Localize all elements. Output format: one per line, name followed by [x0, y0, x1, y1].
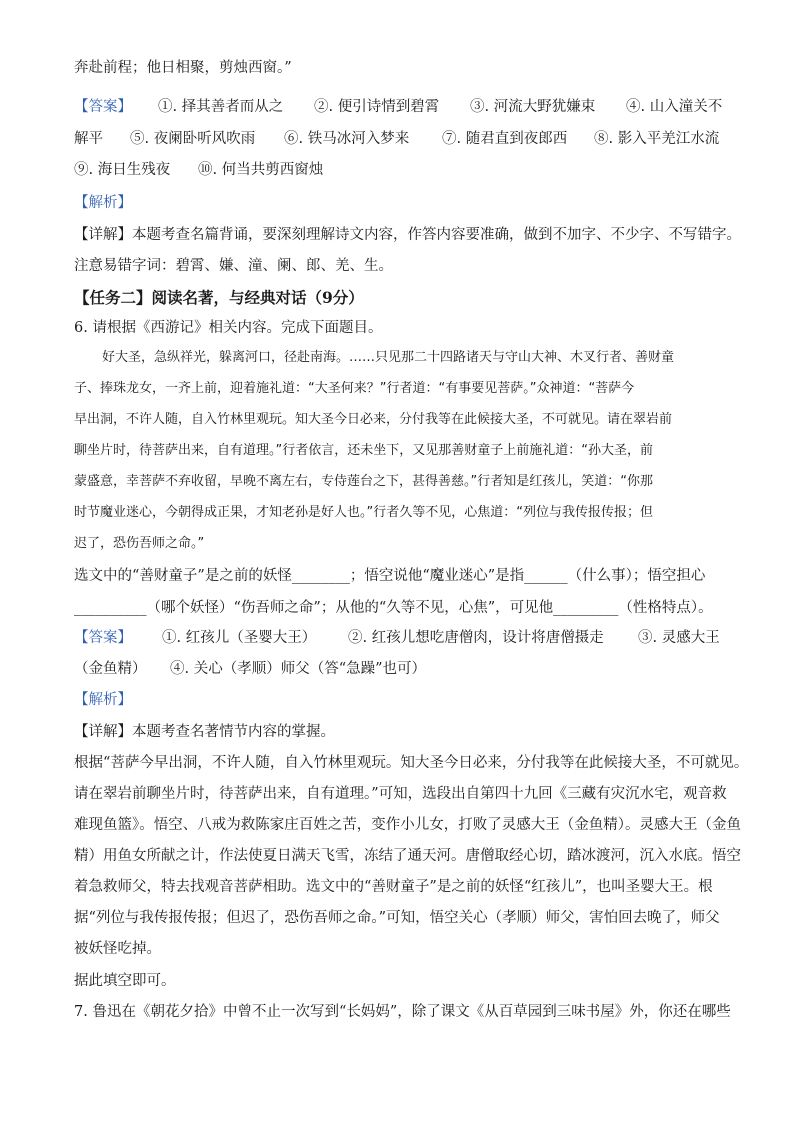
answer-option: ⑩. 何当共剪西窗烛	[198, 162, 324, 178]
error-prone-words-note: 注意易错字词：碧霄、嫌、潼、阑、郎、羌、生。	[74, 258, 393, 274]
answer-option: ⑨. 海日生残夜	[74, 162, 171, 178]
answer-option: ③. 灵感大王	[638, 630, 720, 646]
answer-option: ②. 红孩儿想吃唐僧肉，设计将唐僧摄走	[348, 630, 604, 646]
passage-line: 迟了，恐伤吾师之命。”	[74, 536, 205, 551]
explanation-line: 被妖怪吃掉。	[74, 941, 161, 957]
answer-tag: 【答案】	[74, 630, 132, 646]
answer-option: ⑧. 影入平羌江水流	[594, 131, 720, 147]
answer-options-row	[74, 97, 724, 117]
fill-in-question: __________（哪个妖怪）“伤吾师之命”；从他的“久等不见，心焦”，可见他_________（性格特点）。	[74, 600, 713, 616]
answer-options-row	[74, 160, 724, 180]
answer-option: ④. 关心（孝顺）师父（答“急躁”也可）	[170, 661, 427, 677]
explanation-line: 请在翠岩前聊坐片时，待菩萨出来，自有道理。”可知，选段出自第四十九回《三藏有灾沉水宅，观音救	[74, 786, 727, 802]
answer-options-row	[74, 129, 724, 149]
answer-option: ⑤. 夜阑卧听风吹雨	[130, 131, 256, 147]
answer-option: ④. 山入潼关不	[626, 99, 723, 115]
answer-option: ②. 便引诗情到碧霄	[314, 99, 440, 115]
question-stem: 7. 鲁迅在《朝花夕拾》中曾不止一次写到“长妈妈”，除了课文《从百草园到三味书屋》外，你还在哪些	[74, 1004, 731, 1020]
answer-option: ①. 红孩儿（圣婴大王）	[162, 630, 317, 646]
explanation-line: 据“列位与我传报传报；但迟了，恐伤吾师之命。”可知，悟空关心（孝顺）师父，害怕回去晚了，师父	[74, 910, 720, 926]
section-heading: 【任务二】阅读名著，与经典对话（9分）	[74, 288, 364, 307]
explanation-line: 着急救师父，特去找观音菩萨相助。选文中的“善财童子”是之前的妖怪“红孩儿”，也叫圣婴大王。根	[74, 879, 713, 895]
answer-option-continuation: 解平	[74, 131, 103, 147]
analysis-tag: 【解析】	[74, 195, 132, 211]
answer-tag: 【答案】	[74, 99, 132, 115]
answer-options-row	[74, 659, 724, 679]
detail-explanation: 【详解】本题考查名著情节内容的掌握。	[74, 724, 335, 740]
detail-explanation: 【详解】本题考查名篇背诵，要深刻理解诗文内容，作答内容要准确，做到不加字、不少字、不写错字。	[74, 227, 741, 243]
passage-line: 聊坐片时，待菩萨出来，自有道理。”行者依言，还未坐下，又见那善财童子上前施礼道：“孙大圣，前	[74, 443, 653, 458]
passage-line: 早出洞，不许人随，自入竹林里观玩。知大圣今日必来，分付我等在此候接大圣，不可就见。请在翠岩前	[74, 412, 673, 427]
explanation-line: 精）用鱼女所献之计，作法使夏日满天飞雪，冻结了通天河。唐僧取经心切，踏冰渡河，沉入水底。悟空	[74, 848, 741, 864]
text-line: 奔赴前程；他日相聚，剪烛西窗。”	[74, 60, 292, 76]
answer-option: ①. 择其善者而从之	[158, 99, 284, 115]
answer-option: ③. 河流大野犹嫌束	[470, 99, 596, 115]
answer-option: ⑦. 随君直到夜郎西	[442, 131, 568, 147]
passage-line: 好大圣，急纵祥光，躲离河口，径赴南海。……只见那二十四路诸天与守山大神、木叉行者、善财童	[102, 350, 675, 365]
answer-option: ⑥. 铁马冰河入梦来	[284, 131, 410, 147]
explanation-line: 根据“菩萨今早出洞，不许人随，自入竹林里观玩。知大圣今日必来，分付我等在此候接大圣，不可就见。	[74, 755, 749, 771]
answer-options-row	[74, 628, 724, 648]
passage-line: 蒙盛意，幸菩萨不弃收留，早晚不离左右，专侍莲台之下，甚得善慈。”行者知是红孩儿，笑道：“你那	[74, 474, 653, 489]
passage-line: 时节魔业迷心，今朝得成正果，才知老孙是好人也。”行者久等不见，心焦道：“列位与我传报传报；但	[74, 505, 653, 520]
analysis-tag: 【解析】	[74, 692, 132, 708]
fill-in-question: 选文中的“善财童子”是之前的妖怪________；悟空说他“魔业迷心”是指______（什么事）；悟空担心	[74, 568, 706, 584]
explanation-line: 据此填空即可。	[74, 973, 176, 989]
passage-line: 子、捧珠龙女，一齐上前，迎着施礼道：“大圣何来？”行者道：“有事要见菩萨。”众神道：“菩萨今	[74, 381, 635, 396]
answer-option-continuation: （金鱼精）	[74, 661, 147, 677]
explanation-line: 难现鱼篮》。悟空、八戒为救陈家庄百姓之苦，变作小儿女，打败了灵感大王（金鱼精）。灵感大王（金鱼	[74, 817, 741, 833]
question-stem: 6. 请根据《西游记》相关内容。完成下面题目。	[74, 320, 383, 336]
